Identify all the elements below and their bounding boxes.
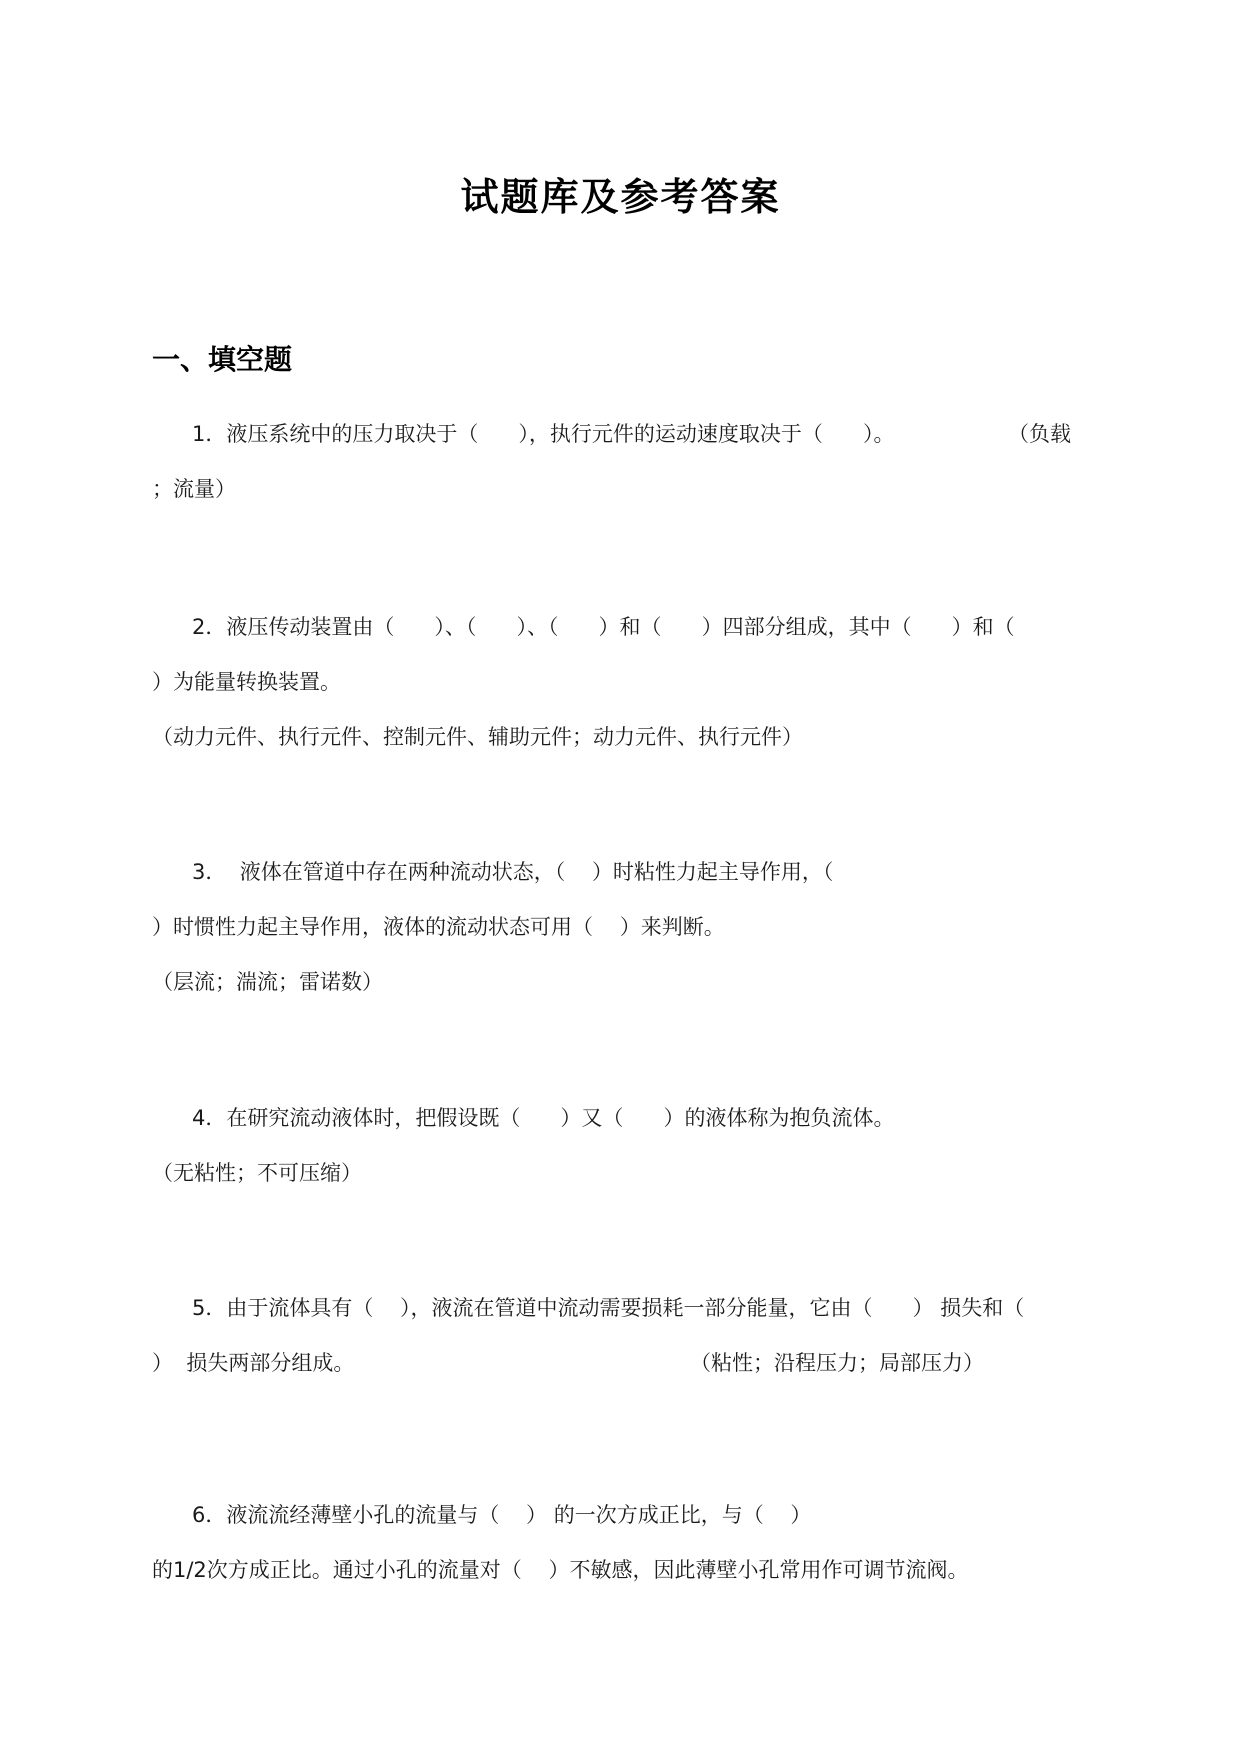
question-2-line-2: ）为能量转换装置。 [152, 670, 341, 694]
question-3-line-1: 3． 液体在管道中存在两种流动状态，（ ）时粘性力起主导作用，（ [192, 860, 834, 884]
question-4-answer: （无粘性；不可压缩） [152, 1161, 362, 1185]
question-4-line-1: 4．在研究流动液体时，把假设既（ ）又（ ）的液体称为抱负流体。 [192, 1106, 895, 1130]
question-5-line-1: 5．由于流体具有（ ），液流在管道中流动需要损耗一部分能量，它由（ ） 损失和（ [192, 1296, 1025, 1320]
question-2-answer: （动力元件、执行元件、控制元件、辅助元件；动力元件、执行元件） [152, 725, 803, 749]
question-5-line-2: ） 损失两部分组成。 [152, 1351, 355, 1375]
question-6-line-2: 的1/2次方成正比。通过小孔的流量对（ ）不敏感，因此薄壁小孔常用作可调节流阀。 [152, 1558, 969, 1582]
question-3-answer: （层流；湍流；雷诺数） [152, 970, 383, 994]
question-5-answer: （粘性；沿程压力；局部压力） [690, 1351, 984, 1375]
question-1-line-2: ；流量） [152, 477, 236, 501]
question-1-answer-start: （负载 [1008, 422, 1071, 446]
section-heading: 一、填空题 [152, 343, 293, 376]
document-title: 试题库及参考答案 [460, 174, 781, 219]
question-6-line-1: 6．液流流经薄壁小孔的流量与（ ） 的一次方成正比，与（ ） [192, 1503, 812, 1527]
question-2-line-1: 2．液压传动装置由（ ）、（ ）、（ ）和（ ）四部分组成，其中（ ）和（ [192, 615, 1015, 639]
question-1-line-1: 1．液压系统中的压力取决于（ ），执行元件的运动速度取决于（ ）。 [192, 422, 895, 446]
question-3-line-2: ）时惯性力起主导作用，液体的流动状态可用（ ）来判断。 [152, 915, 725, 939]
